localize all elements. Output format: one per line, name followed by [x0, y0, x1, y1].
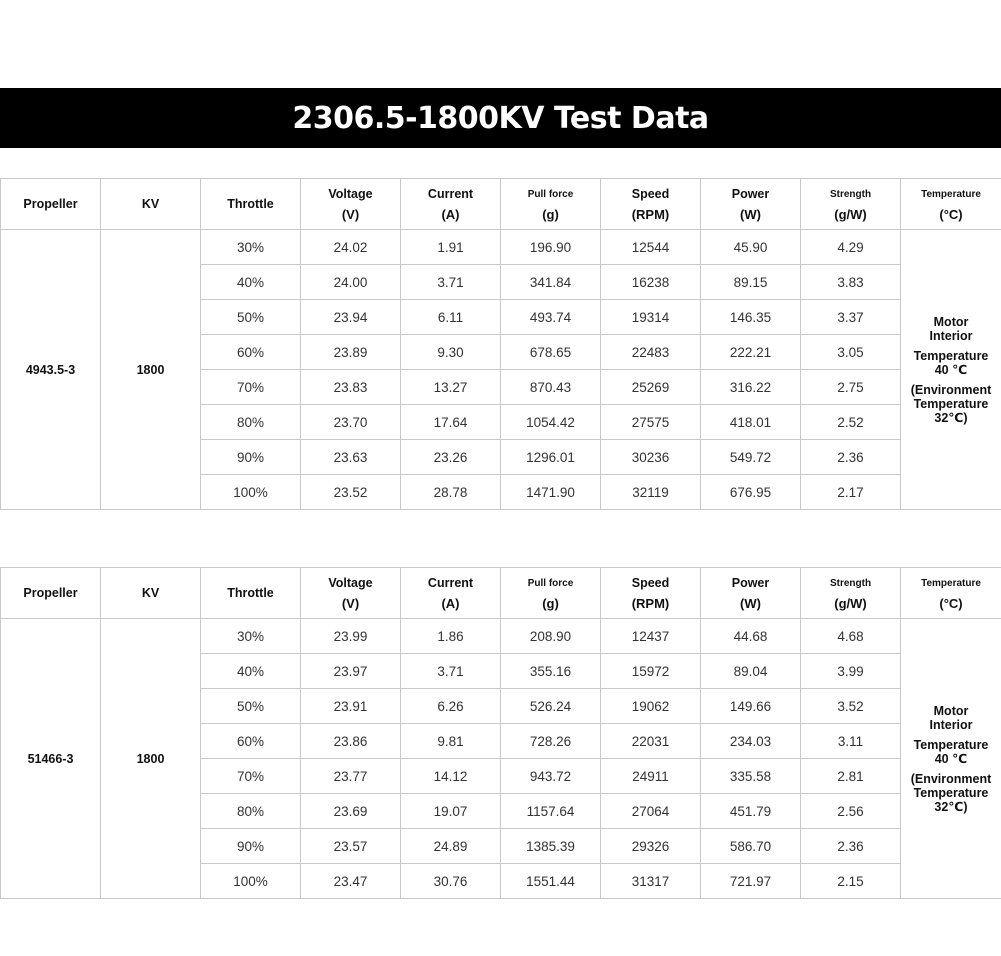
voltage-cell: 23.83: [301, 370, 401, 405]
header-pull-label: Pull force: [527, 188, 574, 200]
header-temperature: [901, 179, 1001, 230]
power-cell: 146.35: [701, 300, 801, 335]
voltage-cell: 23.70: [301, 405, 401, 440]
temperature-note-line6: Temperature: [913, 785, 989, 800]
speed-cell: 19062: [601, 689, 701, 724]
voltage-cell: 23.63: [301, 440, 401, 475]
current-cell: 3.71: [401, 265, 501, 300]
page-title: 2306.5-1800KV Test Data: [292, 100, 709, 136]
kv-cell: 1800: [101, 230, 201, 510]
header-pull-unit: (g): [542, 595, 559, 611]
throttle-cell: 90%: [201, 440, 301, 475]
temperature-note-line7: 32℃): [934, 799, 968, 814]
strength-cell: 2.15: [801, 864, 901, 899]
throttle-cell: 30%: [201, 619, 301, 654]
current-cell: 6.11: [401, 300, 501, 335]
power-cell: 44.68: [701, 619, 801, 654]
header-voltage-label: Voltage: [328, 575, 373, 590]
current-cell: 1.86: [401, 619, 501, 654]
strength-cell: 2.36: [801, 829, 901, 864]
throttle-cell: 50%: [201, 300, 301, 335]
power-cell: 418.01: [701, 405, 801, 440]
speed-cell: 24911: [601, 759, 701, 794]
temperature-note-line5: (Environment: [910, 382, 992, 397]
current-cell: 3.71: [401, 654, 501, 689]
header-power-label: Power: [731, 186, 770, 201]
speed-cell: 16238: [601, 265, 701, 300]
header-speed: [601, 179, 701, 230]
header-propeller: Propeller: [1, 179, 101, 230]
power-cell: 222.21: [701, 335, 801, 370]
throttle-cell: 60%: [201, 335, 301, 370]
voltage-cell: 24.00: [301, 265, 401, 300]
throttle-cell: 80%: [201, 794, 301, 829]
temperature-note-line1: Motor: [933, 314, 969, 329]
pull-cell: 1551.44: [501, 864, 601, 899]
pull-cell: 526.24: [501, 689, 601, 724]
header-kv: KV: [101, 568, 201, 619]
header-pull-unit: (g): [542, 206, 559, 222]
strength-cell: 2.52: [801, 405, 901, 440]
voltage-cell: 23.94: [301, 300, 401, 335]
voltage-cell: 24.02: [301, 230, 401, 265]
throttle-cell: 100%: [201, 475, 301, 510]
voltage-cell: 23.77: [301, 759, 401, 794]
voltage-cell: 23.52: [301, 475, 401, 510]
speed-cell: 27575: [601, 405, 701, 440]
strength-cell: 4.29: [801, 230, 901, 265]
header-throttle: Throttle: [201, 568, 301, 619]
header-row: [1, 179, 1001, 230]
current-cell: 1.91: [401, 230, 501, 265]
header-voltage: [301, 179, 401, 230]
current-cell: 19.07: [401, 794, 501, 829]
strength-cell: 4.68: [801, 619, 901, 654]
pull-cell: 493.74: [501, 300, 601, 335]
temperature-note-cell: [901, 619, 1001, 899]
temperature-note-line1: Motor: [933, 703, 969, 718]
header-power: [701, 568, 801, 619]
power-cell: 451.79: [701, 794, 801, 829]
strength-cell: 3.52: [801, 689, 901, 724]
header-current-unit: (A): [441, 595, 460, 611]
header-strength-unit: (g/W): [834, 595, 867, 611]
header-strength-unit: (g/W): [834, 206, 867, 222]
speed-cell: 27064: [601, 794, 701, 829]
voltage-cell: 23.69: [301, 794, 401, 829]
power-cell: 316.22: [701, 370, 801, 405]
header-voltage-unit: (V): [341, 595, 360, 611]
header-voltage-label: Voltage: [328, 186, 373, 201]
power-cell: 234.03: [701, 724, 801, 759]
header-voltage: [301, 568, 401, 619]
strength-cell: 2.17: [801, 475, 901, 510]
header-strength-label: Strength: [829, 188, 872, 200]
power-cell: 676.95: [701, 475, 801, 510]
pull-cell: 1157.64: [501, 794, 601, 829]
strength-cell: 3.05: [801, 335, 901, 370]
strength-cell: 2.81: [801, 759, 901, 794]
speed-cell: 22031: [601, 724, 701, 759]
throttle-cell: 100%: [201, 864, 301, 899]
propeller-cell: 51466-3: [1, 619, 101, 899]
header-speed-unit: (RPM): [631, 595, 670, 611]
strength-cell: 3.99: [801, 654, 901, 689]
table-row: [1, 619, 1001, 654]
current-cell: 9.30: [401, 335, 501, 370]
throttle-cell: 80%: [201, 405, 301, 440]
header-speed-unit: (RPM): [631, 206, 670, 222]
power-cell: 89.04: [701, 654, 801, 689]
temperature-note-line4: 40 ℃: [934, 751, 968, 766]
current-cell: 23.26: [401, 440, 501, 475]
current-cell: 14.12: [401, 759, 501, 794]
header-strength-label: Strength: [829, 577, 872, 589]
power-cell: 149.66: [701, 689, 801, 724]
voltage-cell: 23.99: [301, 619, 401, 654]
kv-cell: 1800: [101, 619, 201, 899]
header-current-label: Current: [427, 186, 474, 201]
temperature-note-line7: 32℃): [934, 410, 968, 425]
current-cell: 24.89: [401, 829, 501, 864]
speed-cell: 12437: [601, 619, 701, 654]
pull-cell: 1296.01: [501, 440, 601, 475]
strength-cell: 2.56: [801, 794, 901, 829]
throttle-cell: 40%: [201, 265, 301, 300]
header-power: [701, 179, 801, 230]
power-cell: 549.72: [701, 440, 801, 475]
title-banner: [0, 88, 1001, 148]
header-strength: [801, 179, 901, 230]
propeller-cell: 4943.5-3: [1, 230, 101, 510]
header-temperature-unit: (°C): [939, 595, 963, 611]
speed-cell: 25269: [601, 370, 701, 405]
throttle-cell: 50%: [201, 689, 301, 724]
speed-cell: 22483: [601, 335, 701, 370]
header-temperature-label: Temperature: [921, 577, 981, 589]
throttle-cell: 30%: [201, 230, 301, 265]
header-temperature: [901, 568, 1001, 619]
pull-cell: 728.26: [501, 724, 601, 759]
temperature-note-line5: (Environment: [910, 771, 992, 786]
test-data-table-1: [0, 178, 1001, 510]
header-speed-label: Speed: [631, 186, 670, 201]
voltage-cell: 23.89: [301, 335, 401, 370]
strength-cell: 3.83: [801, 265, 901, 300]
pull-cell: 208.90: [501, 619, 601, 654]
header-power-unit: (W): [740, 595, 761, 611]
header-kv: KV: [101, 179, 201, 230]
header-temperature-unit: (°C): [939, 206, 963, 222]
power-cell: 335.58: [701, 759, 801, 794]
header-current-unit: (A): [441, 206, 460, 222]
strength-cell: 2.36: [801, 440, 901, 475]
speed-cell: 32119: [601, 475, 701, 510]
current-cell: 13.27: [401, 370, 501, 405]
speed-cell: 12544: [601, 230, 701, 265]
power-cell: 45.90: [701, 230, 801, 265]
pull-cell: 355.16: [501, 654, 601, 689]
current-cell: 17.64: [401, 405, 501, 440]
temperature-note-line2: Interior: [929, 328, 973, 343]
throttle-cell: 70%: [201, 759, 301, 794]
pull-cell: 196.90: [501, 230, 601, 265]
header-temperature-label: Temperature: [921, 188, 981, 200]
power-cell: 89.15: [701, 265, 801, 300]
current-cell: 6.26: [401, 689, 501, 724]
voltage-cell: 23.97: [301, 654, 401, 689]
pull-cell: 870.43: [501, 370, 601, 405]
speed-cell: 29326: [601, 829, 701, 864]
header-pull: [501, 179, 601, 230]
temperature-note-line3: Temperature: [913, 348, 989, 363]
header-propeller: Propeller: [1, 568, 101, 619]
throttle-cell: 70%: [201, 370, 301, 405]
header-power-label: Power: [731, 575, 770, 590]
header-current-label: Current: [427, 575, 474, 590]
header-pull-label: Pull force: [527, 577, 574, 589]
strength-cell: 3.11: [801, 724, 901, 759]
pull-cell: 943.72: [501, 759, 601, 794]
temperature-note-line6: Temperature: [913, 396, 989, 411]
speed-cell: 31317: [601, 864, 701, 899]
current-cell: 9.81: [401, 724, 501, 759]
pull-cell: 678.65: [501, 335, 601, 370]
header-voltage-unit: (V): [341, 206, 360, 222]
header-current: [401, 568, 501, 619]
header-row: [1, 568, 1001, 619]
current-cell: 28.78: [401, 475, 501, 510]
header-current: [401, 179, 501, 230]
header-power-unit: (W): [740, 206, 761, 222]
throttle-cell: 40%: [201, 654, 301, 689]
speed-cell: 19314: [601, 300, 701, 335]
voltage-cell: 23.86: [301, 724, 401, 759]
current-cell: 30.76: [401, 864, 501, 899]
test-data-table-2: [0, 567, 1001, 899]
throttle-cell: 90%: [201, 829, 301, 864]
throttle-cell: 60%: [201, 724, 301, 759]
power-cell: 721.97: [701, 864, 801, 899]
voltage-cell: 23.57: [301, 829, 401, 864]
header-pull: [501, 568, 601, 619]
pull-cell: 1385.39: [501, 829, 601, 864]
pull-cell: 1471.90: [501, 475, 601, 510]
header-throttle: Throttle: [201, 179, 301, 230]
power-cell: 586.70: [701, 829, 801, 864]
temperature-note-line4: 40 ℃: [934, 362, 968, 377]
temperature-note-line3: Temperature: [913, 737, 989, 752]
speed-cell: 30236: [601, 440, 701, 475]
pull-cell: 341.84: [501, 265, 601, 300]
voltage-cell: 23.91: [301, 689, 401, 724]
pull-cell: 1054.42: [501, 405, 601, 440]
strength-cell: 3.37: [801, 300, 901, 335]
header-speed: [601, 568, 701, 619]
strength-cell: 2.75: [801, 370, 901, 405]
temperature-note-cell: [901, 230, 1001, 510]
table-row: [1, 230, 1001, 265]
speed-cell: 15972: [601, 654, 701, 689]
voltage-cell: 23.47: [301, 864, 401, 899]
temperature-note-line2: Interior: [929, 717, 973, 732]
header-speed-label: Speed: [631, 575, 670, 590]
header-strength: [801, 568, 901, 619]
